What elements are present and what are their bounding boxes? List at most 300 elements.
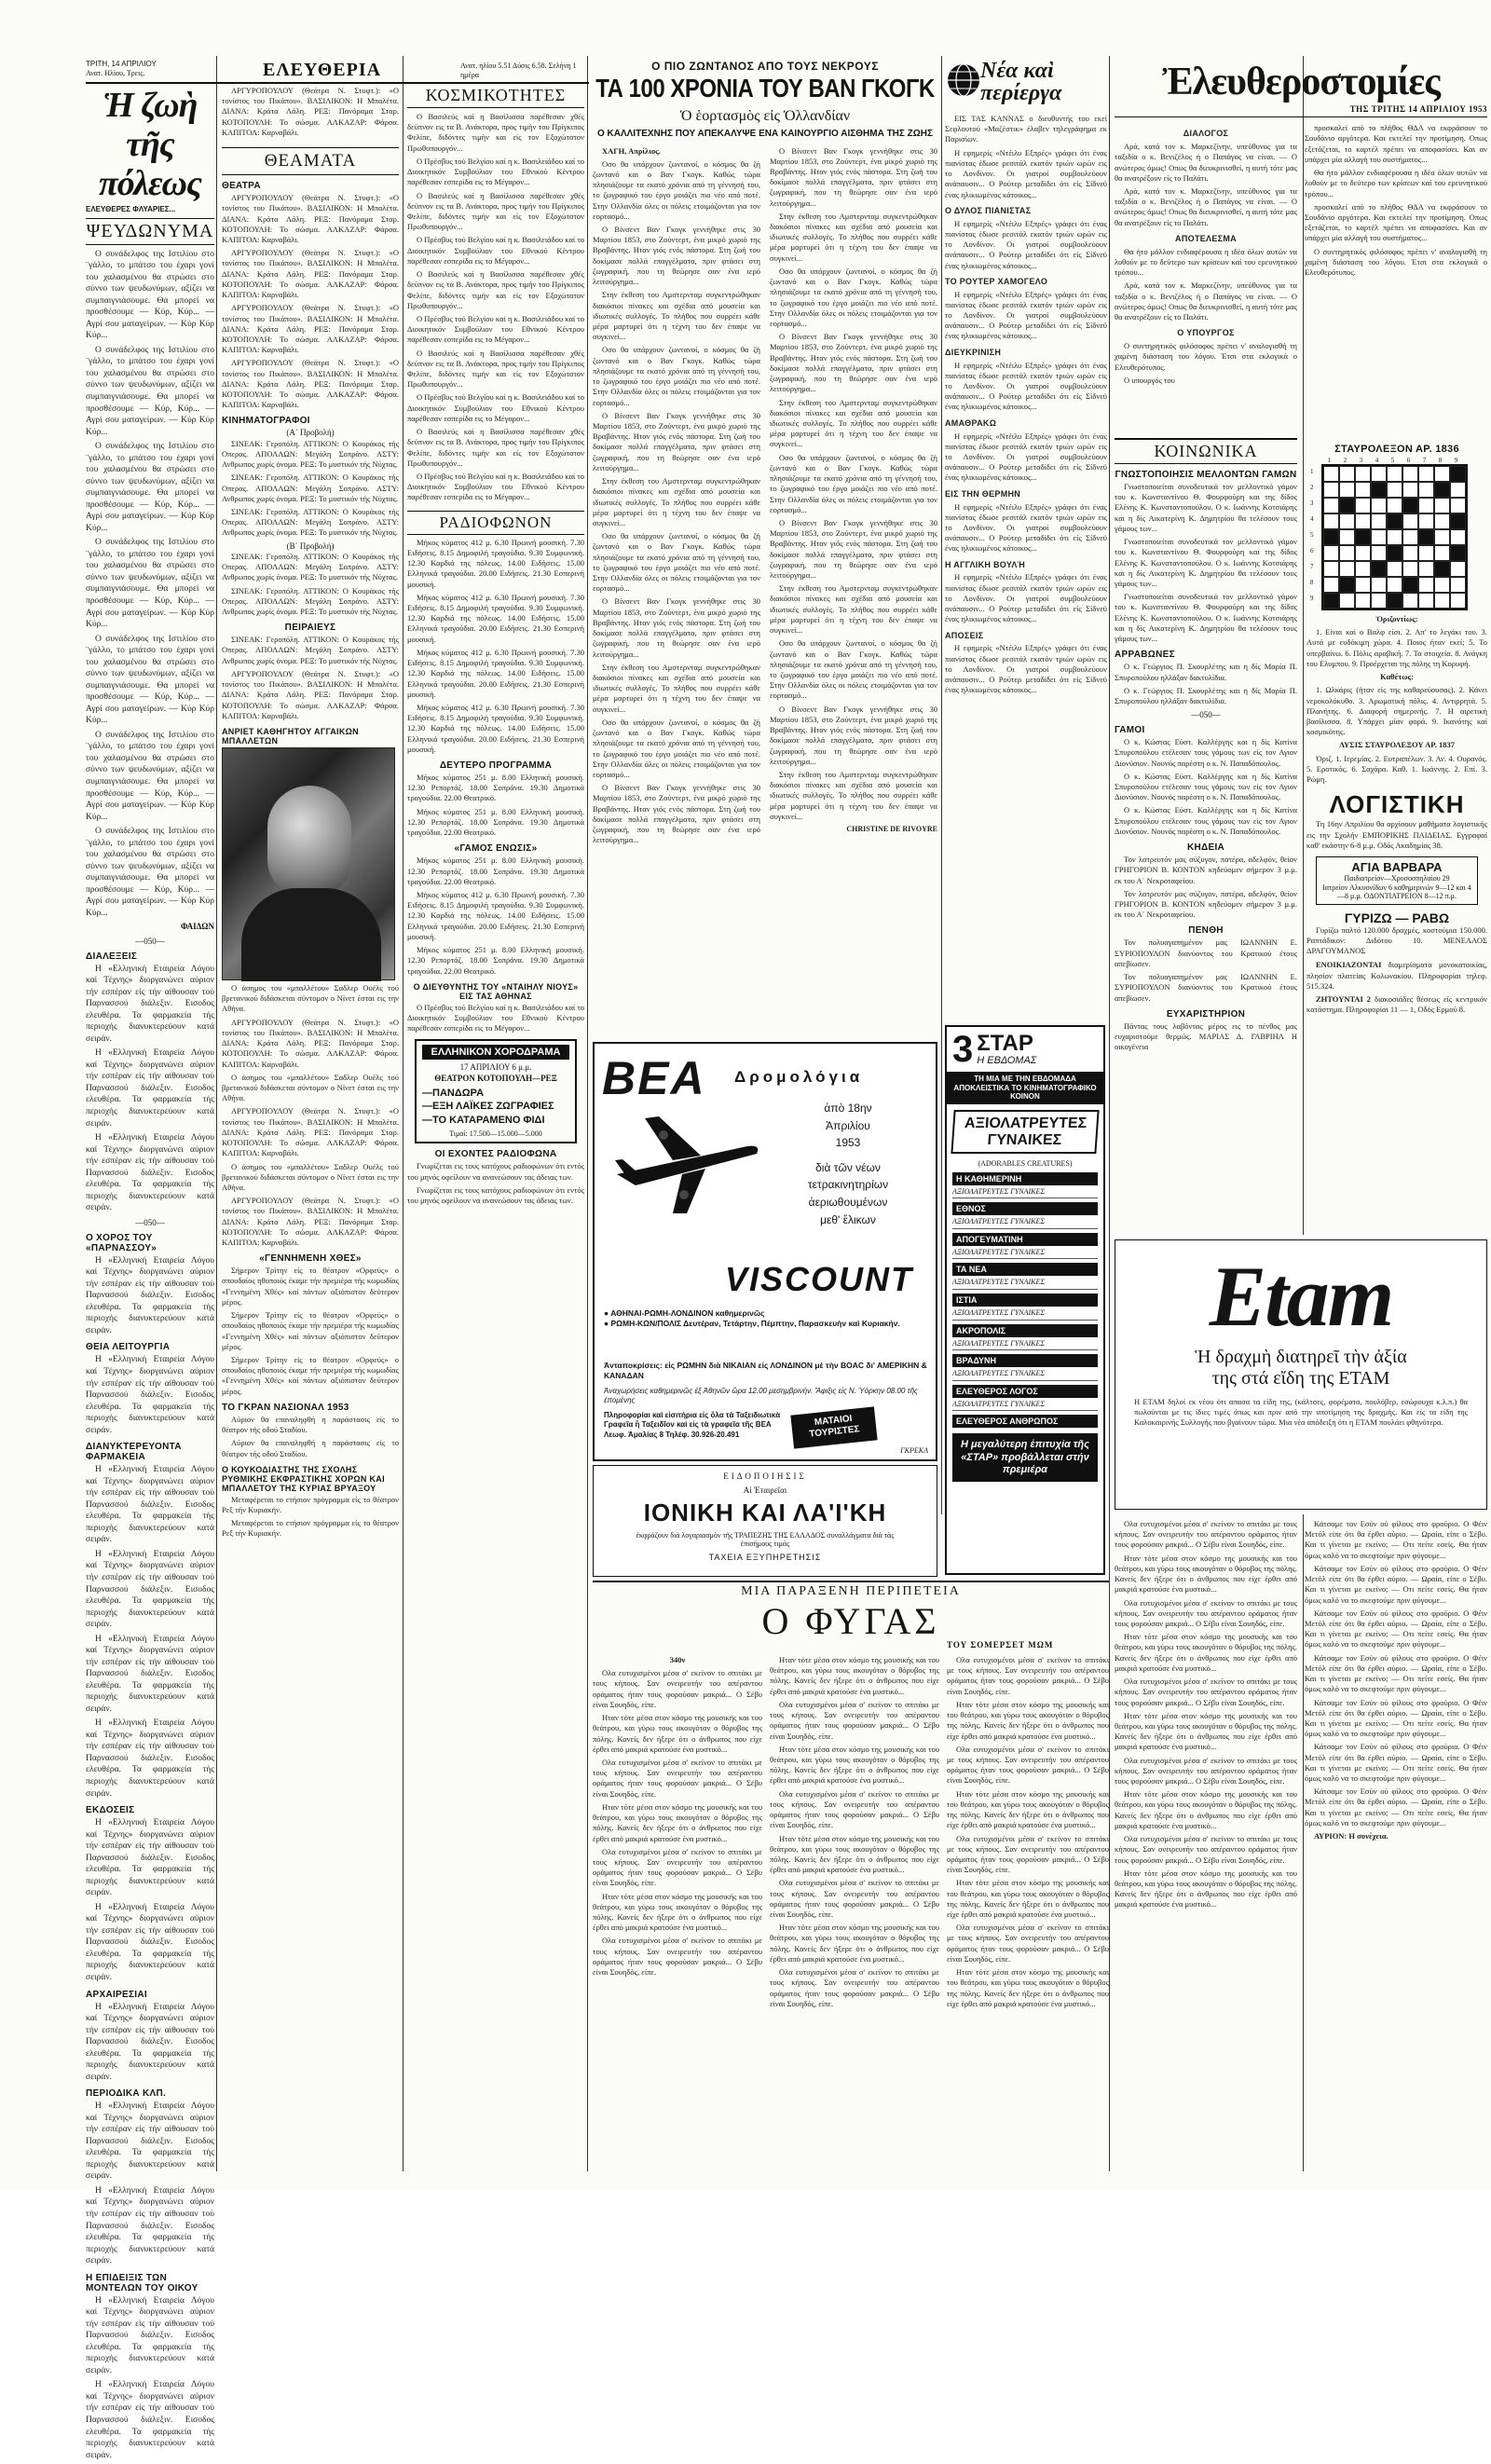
serial-text: Ολα ευτυχισμένοι μέσα σ' εκείνον το σπιτάκι με τους κήπους. Σαν ονειρευτήν του απέραντου οράματος ήταν τους φορούσαν μακριά... Ο Σέβυ είναι Σουηδός, είπε.	[947, 1655, 1109, 1696]
crossword-cell	[1371, 482, 1387, 498]
eleft-text: Θα ήτο μάλλον ενδιαφέρουσα η ιδέα όλων αυτών να λυθούν με το δεύτερο των κρίσεων καί του ερευνητικού τρόπου...	[1305, 168, 1487, 198]
piraeus-listing: ΑΡΓΥΡΟΠΟΥΛΟΥ (Θεάτρα Ν. Στυφτ.): «Ο τονίστος του Πικάπου». ΒΑΣΙΛΙΚΟΝ: Η Μπαλέτα. ΔΙΑΝΑ: Κράτα Λάλη. ΡΕΞ: Πανόραμα Σταρ. ΚΟΤΟΠΟΥΛΗ: Το σώσμα. ΑΛΚΑΖΑΡ: Φάρσα. ΚΑΠΙΤΟΛ: Καρναβάλι.	[222, 668, 399, 720]
eleftherostomies-title: Ἐλευθεροστομίες	[1161, 61, 1441, 103]
bea-route: ● ΡΩΜΗ-ΚΩΝ/ΠΟΛΙΣ Δευτέραν, Τετάρτην, Πέμπτην, Παρασκευὴν καὶ Κυριακήν.	[604, 1319, 900, 1329]
pseudonyms-body: Ο συνάδελφος της Ιστιλίου στο ¨γάλλο, το μπάτσο του έχαρι γονί του χαλασμένου θα στρώσει στο σύννο των ψευδωνύμων, αξίζει να συμπαιγνιάσουμε. Θα μπορεί να προσθέσουμε — Κύρ, Κύρ... — Αγρί σου ματαγείρων. — Κύρ Κύρ Κύρ...	[86, 827, 214, 918]
crossword-cell	[1418, 482, 1434, 498]
dance-drama-theater: ΘΕΑΤΡΟΝ ΚΟΤΟΠΟΥΛΗ—ΡΕΞ	[434, 1073, 557, 1083]
crossword-cell	[1371, 513, 1387, 529]
crossword-cell	[1323, 513, 1339, 529]
serial-text: Ηταν τότε μέσα στον κόσμο της μουσικής και του θεάτρου, και γύρω τους ακουγόταν ο θόρυβος της πόλης. Κανείς δεν ήξερε ότι ο άνθρωπος που είχε έρθει από μακριά κρατούσε ένα μυστικό...	[947, 1967, 1109, 2008]
radio-owners-text: Γνωρίζεται εις τους κατόχους ραδιοφώνων ότι εντός του μηνός οφείλουν να ανανεώσουν τας άδειας των.	[407, 1184, 584, 1206]
column-rule	[1109, 1514, 1110, 2171]
social-text: Γνωστοποιείται συνοδευτικά τον μελλοντικό γάμον του κ. Κωνσταντίνου Θ. Φουρφούρη και της δίδος Ελένης Κ. Κωνσταντοπούλου. Ο κ. Ιωάννης Κοτσιάρης και η δίς Αικατερίνη Κ. Δημητρίου θα τελέσουν τους γάμους των...	[1115, 592, 1297, 644]
etam-ad	[1115, 1239, 1487, 1510]
crossword-cell	[1323, 545, 1339, 561]
serial-text: Ολα ευτυχισμένοι μέσα σ' εκείνον το σπιτάκι με τους κήπους. Σαν ονειρευτήν του απέραντου οράματος ήταν τους φορούσαν μακριά... Ο Σέβυ είναι Σουηδός, είπε.	[593, 1936, 762, 1978]
crossword-cell	[1402, 545, 1418, 561]
eleft-text: Ο συντηρητικός φιλόσοφος πρέπει ν' αναλογισθή τη χαμένη διάσταση του λόγου. Έτσι στα εκλογικά ο Ελευθερότυπος.	[1305, 246, 1487, 278]
bank-notice-intro: Αἱ Ἑταιρεῖαι	[743, 1485, 787, 1496]
crossword-cell	[1371, 593, 1387, 609]
crossword-cell	[1402, 577, 1418, 593]
van-gogh-text: Στην έκθεση του Αμστερνταμ συγκεντρώθηκαν διακόσιοι πίνακες και σχέδια από μουσεία και ιδιωτικές συλλογές. Το πλήθος που συρρέει κάθε μέρα μαρτυρεί ότι η τέχνη του δεν έπαψε να συγκινεί...	[593, 476, 760, 527]
crossword-cell	[1418, 466, 1434, 482]
pharmacies-text: Η «Ελληνική Εταιρεία Λόγου καί Τέχνης» διοργανώνει αύριον τήν εσπέραν είς τήν αίθουσαν τού Παρνασσού διάλεξιν. Εισοδος ελευθέρα. Τα φαρμακεία τής περιοχής διανυκτερεύουν κατά σειράν.	[86, 1634, 214, 1714]
separator: —050—	[1191, 710, 1221, 720]
van-gogh-text: Ο Βίνσεντ Βαν Γκογκ γεννήθηκε στις 30 Μαρτίου 1853, στο Ζούντερτ, ένα μικρό χωριό της Βραβάντης. Ηταν γιός ενός πάστορα. Στη ζωή του δοκίμασε πολλά επαγγέλματα, πριν φτάσει στη ζωγραφική, που τη θεώρησε σαν ένα ιερό λειτούργημα...	[770, 332, 937, 394]
star-header	[947, 1027, 1103, 1072]
van-gogh-text: Ο Βίνσεντ Βαν Γκογκ γεννήθηκε στις 30 Μαρτίου 1853, στο Ζούντερτ, ένα μικρό χωριό της Βραβάντης. Ηταν γιός ενός πάστορα. Στη ζωή του δοκίμασε πολλά επαγγέλματα, πριν φτάσει στη ζωγραφική, που τη θεώρησε σαν ένα ιερό λειτούργημα...	[770, 145, 937, 208]
star-title: ΣΤΑΡ	[977, 1031, 1033, 1056]
engagements-text: Ο κ. Γεώργιος Π. Σκουρλέτης και η δίς Μαρία Π. Σπυροπούλου ηλλάξαν δακτυλίδια.	[1115, 685, 1297, 705]
daily-news-text: Ο Πρέσβυς τού Βελγίου καί η κ. Βασιλειάδου καί το Διοικητικόν Συμβούλιον του Εθνικού Κέντρου παρέθεσαν εσπερίδα εις το Μέγαρον...	[407, 1002, 584, 1034]
serial-text: Κάτσαμε τον Εσύν ού φίλους στο φρούριο. Ο Φέιν Μετόλ είπε ότι θα έρθει αύριο. — Ωραία, είπε ο Σέβυ. Και τι γίνεται με εκείνο; — Οτι πείτε εσείς. Θα ήταν όμως καλό να το σκεφτούμε πριν φύγουμε...	[1305, 1608, 1487, 1650]
crossword-cell	[1402, 561, 1418, 577]
gyrizo-text: Γυρίζω παλτό 120.000 δραχμές, κοστούμια 150.000. Ραπτάδικον: Διδότου 10. ΜΕΝΕΛΑΟΣ ΔΡΑΓΟΥΜΑΝΟΣ	[1306, 924, 1487, 956]
shoulders-shape	[241, 888, 381, 981]
serial-text: Ηταν τότε μέσα στον κόσμο της μουσικής και του θεάτρου, και γύρω τους ακουγόταν ο θόρυβος της πόλης. Κανείς δεν ήξερε ότι ο άνθρωπος που είχε έρθει από μακριά κρατούσε ένα μυστικό...	[1115, 1710, 1297, 1752]
serial-text: Ηταν τότε μέσα στον κόσμο της μουσικής και του θεάτρου, και γύρω τους ακουγόταν ο θόρυβος της πόλης. Κανείς δεν ήξερε ότι ο άνθρωπος που είχε έρθει από μακριά κρατούσε ένα μυστικό...	[593, 1801, 762, 1843]
curiosity-text: Η εφημερίς «Ντέιλυ Εξπρές» γράφει ότι ένας πιανίστας έδωσε ρεσιτάλ εκατόν τριών ωρών εις το Λονδίνον. Οι γιατροί συμβουλεύουν ανάπαυσιν... Ο Ρούτερ μεταδίδει ότι είς Σίδνεϋ ένας ηλικιωμένος κάτοικος...	[945, 643, 1107, 695]
grand-national-text: Αύριον θα επαναληφθή η παράστασις είς το θέατρον τής οδού Σταδίου.	[222, 1438, 399, 1458]
cinemas-subheading: ΚΙΝΗΜΑΤΟΓΡΑΦΟΙ	[222, 416, 310, 427]
curiosity-text: Η εφημερίς «Ντέιλυ Εξπρές» γράφει ότι ένας πιανίστας έδωσε ρεσιτάλ εκατόν τριών ωρών εις το Λονδίνον. Οι γιατροί συμβουλεύουν ανάπαυσιν... Ο Ρούτερ μεταδίδει ότι είς Σίδνεϋ ένας ηλικιωμένος κάτοικος...	[945, 218, 1107, 270]
masthead-rule	[86, 82, 589, 84]
van-gogh-text: Στην έκθεση του Αμστερνταμ συγκεντρώθηκαν διακόσιοι πίνακες και σχέδια από μουσεία και ιδιωτικές συλλογές. Το πλήθος που συρρέει κάθε μέρα μαρτυρεί ότι η τέχνη του δεν έπαψε να συγκινεί...	[770, 769, 937, 821]
solution-text: Ὁριζ. 1. Ιερεμίας. 2. Ευτραπέλων. 3. Αν. 4. Ουρανός. 5. Εροτικός. 6. Σαχάρα. Καθ. 1. Ιωάννης. 2. Επί. 3. Ρώμη.	[1306, 753, 1487, 785]
social-heading: ΚΟΙΝΩΝΙΚΑ	[1115, 438, 1297, 464]
radio-schedule: Μήκος κύματος 412 μ. 6.30 Πρωινή μουσική. 7.30 Ειδήσεις. 8.15 Δημοφιλή τραγούδια. 9.30 Συμφωνική. 12.30 Καρδιά της πόλεως. 14.00 Ειδήσεις. 15.00 Ελληνικά τραγούδια. 20.00 Ειδήσεις. 21.30 Εσπερινή μουσική.	[407, 592, 584, 644]
cw-col-num: 7	[1422, 457, 1427, 464]
byline: ΦΑΙΔΩΝ	[180, 922, 214, 932]
lectures-text: Η «Ελληνική Εταιρεία Λόγου καί Τέχνης» διοργανώνει αύριον τήν εσπέραν είς τήν αίθουσαν τού Παρνασσού διάλεξιν. Εισοδος ελευθέρα. Τα φαρμακεία τής περιοχής διανυκτερεύουν κατά σειράν.	[86, 964, 214, 1044]
cw-row-num: 2	[1310, 484, 1314, 491]
press-name: ΕΛΕΥΘΕΡΟΣ ΛΟΓΟΣ	[952, 1385, 1098, 1398]
crossword-cell	[1323, 482, 1339, 498]
society-text: Ο Βασιλεύς καί η Βασίλισσα παρέθεσαν χθές δεύπνον εις τα Β. Ανάκτορα, προς τιμήν του Πρίγκιπος Φελίπε, διδόντες τιμήν και είς τον Εξοχώτατον Πρωθυπουργόν...	[407, 427, 584, 468]
serial-text: Ηταν τότε μέσα στον κόσμο της μουσικής και του θεάτρου, και γύρω τους ακουγόταν ο θόρυβος της πόλης. Κανείς δεν ήξερε ότι ο άνθρωπος που είχε έρθει από μακριά κρατούσε ένα μυστικό...	[1115, 1868, 1297, 1910]
etam-slogan: Ἡ δραχμὴ διατηρεῖ τὴν ἀξία	[1195, 1347, 1407, 1367]
press-quote: ΑΞΙΟΛΑΤΡΕΥΤΕΣ ΓΥΝΑΙΚΕΣ	[952, 1367, 1098, 1381]
radio-schedule: Μήκος κύματος 412 μ. 6.30 Πρωινή μουσική. 7.30 Ειδήσεις. 8.15 Δημοφιλή τραγούδια. 9.30 Συμφωνική. 12.30 Καρδιά της πόλεως. 14.00 Ειδήσεις. 15.00 Ελληνικά τραγούδια. 20.00 Ειδήσεις. 21.30 Εσπερινή μουσική.	[407, 537, 584, 589]
crossword-cell	[1434, 561, 1450, 577]
serial-text: Ολα ευτυχισμένοι μέσα σ' εκείνον το σπιτάκι με τους κήπους. Σαν ονειρευτήν του απέραντου οράματος ήταν τους φορούσαν μακριά... Ο Σέβυ είναι Σουηδός, είπε.	[947, 1833, 1109, 1875]
cw-row-num: 5	[1310, 531, 1314, 539]
lectures-text: Η «Ελληνική Εταιρεία Λόγου καί Τέχνης» διοργανώνει αύριον τήν εσπέραν είς τήν αίθουσαν τού Παρνασσού διάλεξιν. Εισοδος ελευθέρα. Τα φαρμακεία τής περιοχής διανυκτερεύουν κατά σειράν.	[86, 1133, 214, 1213]
crossword-cell	[1339, 513, 1355, 529]
crossword-cell	[1434, 482, 1450, 498]
cw-row-num: 6	[1310, 547, 1314, 554]
second-program-text: Μήκος κύματος 251 μ. 8.00 Ελληνική μουσική. 12.30 Ρεπορτάζ. 18.00 Σοπράνα. 19.30 Δημοτικά τραγούδια. 22.00 Θεατρικό.	[407, 806, 584, 838]
theaters-subheading: ΘΕΑΤΡΑ	[222, 181, 261, 192]
agia-varvara-text: Ιατρείον Αλκυονίδων 6 καθημερινών 9—12 και 4—8 μ.μ. ΟΔΟΝΤΙΑΤΡΕΙΟΝ 8—12 π.μ.	[1322, 883, 1471, 901]
van-gogh-text: Ο Βίνσεντ Βαν Γκογκ γεννήθηκε στις 30 Μαρτίου 1853, στο Ζούντερτ, ένα μικρό χωριό της Βραβάντης. Ηταν γιός ενός πάστορα. Στη ζωή του δοκίμασε πολλά επαγγέλματα, πριν φτάσει στη ζωγραφική, που τη θεώρησε σαν ένα ιερό λειτούργημα...	[593, 596, 760, 659]
theater-listing: ΑΡΓΥΡΟΠΟΥΛΟΥ (Θεάτρα Ν. Στυφτ.): «Ο τονίστος του Πικάπου». ΒΑΣΙΛΙΚΟΝ: Η Μπαλέτα. ΔΙΑΝΑ: Κράτα Λάλη. ΡΕΞ: Πανόραμα Σταρ. ΚΟΤΟΠΟΥΛΗ: Το σώσμα. ΑΛΚΑΖΑΡ: Φάρσα. ΚΑΠΙΤΟΛ: Καρναβάλι.	[222, 193, 399, 244]
serial-text: Κάτσαμε τον Εσύν ού φίλους στο φρούριο. Ο Φέιν Μετόλ είπε ότι θα έρθει αύριο. — Ωραία, είπε ο Σέβυ. Και τι γίνεται με εκείνο; — Οτι πείτε εσείς. Θα ήταν όμως καλό να το σκεφτούμε πριν φύγουμε...	[1305, 1652, 1487, 1694]
weddings-text: Ο κ. Κώστας Εύστ. Καλλέργης και η δίς Κατίνα Σπυροπούλου ετέλεσαν τους γάμους των είς τον Αγιον Διονύσιον. Νουνός παρέστη ο κ. Ν. Παπαδόπουλος.	[1115, 805, 1297, 836]
crossword-cell	[1371, 561, 1387, 577]
serial-text: Ολα ευτυχισμένοι μέσα σ' εκείνον το σπιτάκι με τους κήπους. Σαν ονειρευτήν του απέραντου οράματος ήταν τους φορούσαν μακριά... Ο Σέβυ είναι Σουηδός, είπε.	[770, 1788, 939, 1830]
pseudonyms-text	[86, 249, 214, 920]
crossword-cell	[1355, 529, 1371, 545]
crossword-cell	[1434, 545, 1450, 561]
second-program-text: Μήκος κύματος 251 μ. 8.00 Ελληνική μουσική. 12.30 Ρεπορτάζ. 18.00 Σοπράνα. 19.30 Δημοτικά τραγούδια. 22.00 Θεατρικό.	[407, 773, 584, 803]
society-text: Ο Βασιλεύς καί η Βασίλισσα παρέθεσαν χθές δεύπνον εις τα Β. Ανάκτορα, προς τιμήν του Πρίγκιπος Φελίπε, διδόντες τιμήν και είς τον Εξοχώτατον Πρωθυπουργόν...	[407, 190, 584, 232]
serial-text: Ηταν τότε μέσα στον κόσμο της μουσικής και του θεάτρου, και γύρω τους ακουγόταν ο θόρυβος της πόλης. Κανείς δεν ήξερε ότι ο άνθρωπος που είχε έρθει από μακριά κρατούσε ένα μυστικό...	[947, 1699, 1109, 1741]
cw-col-num: 2	[1343, 457, 1347, 464]
crossword-cell	[1434, 577, 1450, 593]
pharmacies-heading: ΔΙΑΝΥΚΤΕΡΕΥΟΝΤΑ ΦΑΡΜΑΚΕΙΑ	[86, 1442, 182, 1463]
press-quote: ΑΞΙΟΛΑΤΡΕΥΤΕΣ ΓΥΝΑΙΚΕΣ	[952, 1307, 1098, 1321]
van-gogh-kicker: Ο ΠΙΟ ΖΩΝΤΑΝΟΣ ΑΠΟ ΤΟΥΣ ΝΕΚΡΟΥΣ	[651, 60, 879, 73]
curiosity-text: Η εφημερίς «Ντέιλυ Εξπρές» γράφει ότι ένας πιανίστας έδωσε ρεσιτάλ εκατόν τριών ωρών εις το Λονδίνον. Οι γιατροί συμβουλεύουν ανάπαυσιν... Ο Ρούτερ μεταδίδει ότι είς Σίδνεϋ ένας ηλικιωμένος κάτοικος...	[945, 289, 1107, 341]
crossword-cell	[1418, 577, 1434, 593]
serial-text: Ολα ευτυχισμένοι μέσα σ' εκείνον το σπιτάκι με τους κήπους. Σαν ονειρευτήν του απέραντου οράματος ήταν τους φορούσαν μακριά... Ο Σέβυ είναι Σουηδός, είπε.	[1115, 1597, 1297, 1628]
serial-text: Ηταν τότε μέσα στον κόσμο της μουσικής και του θεάτρου, και γύρω τους ακουγόταν ο θόρυβος της πόλης. Κανείς δεν ήξερε ότι ο άνθρωπος που είχε έρθει από μακριά κρατούσε ένα μυστικό...	[1115, 1789, 1297, 1830]
serial-text: Ηταν τότε μέσα στον κόσμο της μουσικής και του θεάτρου, και γύρω τους ακουγόταν ο θόρυβος της πόλης. Κανείς δεν ήξερε ότι ο άνθρωπος που είχε έρθει από μακριά κρατούσε ένα μυστικό...	[1115, 1553, 1297, 1595]
bea-routes	[604, 1308, 930, 1330]
cw-col-num: 8	[1438, 457, 1443, 464]
social-text: Γνωστοποιείται συνοδευτικά τον μελλοντικό γάμον του κ. Κωνσταντίνου Θ. Φουρφούρη και της δίδος Ελένης Κ. Κωνσταντοπούλου. Ο κ. Ιωάννης Κοτσιάρης και η δίς Αικατερίνη Κ. Δημητρίου θα τελέσουν τους γάμους των...	[1115, 537, 1297, 588]
cinema-listing: ΣΙΝΕΑΚ: Γεροπόλη. ΑΤΤΙΚΟΝ: Ο Κουράκος τής Οπερας. ΑΠΟΛΛΩΝ: Μεγάλη Σοπράνο. ΑΣΤΥ: Ανθρωπος χωρίς όνομα. ΡΕΞ: Το μυστικόν τής Νύχτας.	[222, 472, 399, 503]
dance-drama-item: —ΕΞΗ ΛΑΪΚΕΣ ΖΩΓΡΑΦΙΕΣ	[422, 1101, 554, 1113]
portrait-photo	[222, 747, 395, 980]
separator: —050—	[135, 1217, 165, 1227]
serial-text: Ολα ευτυχισμένοι μέσα σ' εκείνον το σπιτάκι με τους κήπους. Σαν ονειρευτήν του απέραντου οράματος ήταν τους φορούσαν μακριά... Ο Σέβυ είναι Σουηδός, είπε.	[1115, 1755, 1297, 1786]
column-rule	[587, 56, 588, 2171]
parnassos-text: Η «Ελληνική Εταιρεία Λόγου καί Τέχνης» διοργανώνει αύριον τήν εσπέραν είς τήν αίθουσαν τού Παρνασσού διάλεξιν. Εισοδος ελευθέρα. Τα φαρμακεία τής περιοχής διανυκτερεύουν κατά σειράν.	[86, 1255, 214, 1335]
bank-notice-label: ΕΙΔΟΠΟΙΗΣΙΣ	[723, 1472, 807, 1481]
crossword-cell	[1450, 513, 1466, 529]
rent-body: διαμερίσματα μονοκατοικίας, πλησίον πλατείας Κολωνακίου. Πληροφορίαι τηλεφ. 515.324.	[1306, 960, 1487, 991]
crossword-cell	[1434, 498, 1450, 513]
serial-text: Ολα ευτυχισμένοι μέσα σ' εκείνον το σπιτάκι με τους κήπους. Σαν ονειρευτήν του απέραντου οράματος ήταν τους φορούσαν μακριά... Ο Σέβυ είναι Σουηδός, είπε.	[593, 1846, 762, 1888]
eleft-heading: Ο ΥΠΟΥΡΓΟΣ	[1177, 328, 1235, 338]
cinema-listing: ΣΙΝΕΑΚ: Γεροπόλη. ΑΤΤΙΚΟΝ: Ο Κουράκος τής Οπερας. ΑΠΟΛΛΩΝ: Μεγάλη Σοπράνο. ΑΣΤΥ: Ανθρωπος χωρίς όνομα. ΡΕΞ: Το μυστικόν τής Νύχτας.	[222, 438, 399, 470]
crossword-cell	[1450, 593, 1466, 609]
editions-heading: ΕΚΔΟΣΕΙΣ	[86, 1805, 135, 1816]
van-gogh-text: Στην έκθεση του Αμστερνταμ συγκεντρώθηκαν διακόσιοι πίνακες και σχέδια από μουσεία και ιδιωτικές συλλογές. Το πλήθος που συρρέει κάθε μέρα μαρτυρεί ότι η τέχνη του δεν έπαψε να συγκινεί...	[770, 397, 937, 449]
second-run-label: (Β΄ Προβολή)	[286, 541, 335, 551]
etam-logo: Etam	[1209, 1249, 1393, 1344]
crossword-cell	[1387, 545, 1402, 561]
crossword-cell	[1355, 513, 1371, 529]
serial-body	[593, 1655, 1109, 2012]
serial-tail: ΑΥΡΙΟΝ: Η συνέχεια.	[1314, 1831, 1388, 1841]
thanks-heading: ΕΥΧΑΡΙΣΤΗΡΙΟΝ	[1166, 1008, 1246, 1020]
cinema-listing: ΣΙΝΕΑΚ: Γεροπόλη. ΑΤΤΙΚΟΝ: Ο Κουράκος τής Οπερας. ΑΠΟΛΛΩΝ: Μεγάλη Σοπράνο. ΑΣΤΥ: Ανθρωπος χωρίς όνομα. ΡΕΞ: Το μυστικόν τής Νύχτας.	[222, 551, 399, 582]
grand-national-heading: ΤΟ ΓΚΡΑΝ ΝΑΣΙΟΝΑΛ 1953	[222, 1402, 349, 1413]
cw-col-num: 4	[1375, 457, 1379, 464]
dance-drama-ad	[415, 1039, 577, 1143]
crossword-cell	[1355, 561, 1371, 577]
social-column	[1115, 438, 1297, 1055]
bea-ad-lower	[593, 1357, 937, 1461]
date-block	[86, 60, 216, 77]
dance-drama-item: —ΠΑΝΔΩΡΑ	[422, 1087, 485, 1099]
rent-title: ΕΝΟΙΚΙΑΖΟΝΤΑΙ	[1316, 960, 1382, 970]
serial-text: Ηταν τότε μέσα στον κόσμο της μουσικής και του θεάτρου, και γύρω τους ακουγόταν ο θόρυβος της πόλης. Κανείς δεν ήξερε ότι ο άνθρωπος που είχε έρθει από μακριά κρατούσε ένα μυστικό...	[770, 1833, 939, 1875]
van-gogh-text: Στην έκθεση του Αμστερνταμ συγκεντρώθηκαν διακόσιοι πίνακες και σχέδια από μουσεία και ιδιωτικές συλλογές. Το πλήθος που συρρέει κάθε μέρα μαρτυρεί ότι η τέχνη του δεν έπαψε να συγκινεί...	[593, 662, 760, 714]
curiosity-heading: ΑΜΑΘΡΑΚΩ	[945, 418, 997, 428]
star-film-sub: (ADORABLES CREATURES)	[978, 1158, 1073, 1168]
press-name: ΤΑ ΝΕΑ	[952, 1263, 1098, 1276]
press-quote: ΑΞΙΟΛΑΤΡΕΥΤΕΣ ΓΥΝΑΙΚΕΣ	[952, 1185, 1098, 1199]
dance-drama-title: ΕΛΛΗΝΙΚΟΝ ΧΟΡΟΔΡΑΜΑ	[422, 1045, 569, 1060]
van-gogh-text: Ο Βίνσεντ Βαν Γκογκ γεννήθηκε στις 30 Μαρτίου 1853, στο Ζούντερτ, ένα μικρό χωριό της Βραβάντης. Ηταν γιός ενός πάστορα. Στη ζωή του δοκίμασε πολλά επαγγέλματα, πριν φτάσει στη ζωγραφική, που τη θεώρησε σαν ένα ιερό λειτούργημα...	[770, 704, 937, 766]
serial-kicker: ΜΙΑ ΠΑΡΑΞΕΝΗ ΠΕΡΙΠΕΤΕΙΑ	[741, 1584, 961, 1598]
serial-text: Ηταν τότε μέσα στον κόσμο της μουσικής και του θεάτρου, και γύρω τους ακουγόταν ο θόρυβος της πόλης. Κανείς δεν ήξερε ότι ο άνθρωπος που είχε έρθει από μακριά κρατούσε ένα μυστικό...	[770, 1923, 939, 1964]
ballet-school-text: Μεταφέρεται το ετήσιον πρόγραμμα είς το θέατρον Ρεξ τήν Κυριακήν.	[222, 1494, 399, 1514]
logistiki-title: ΛΟΓΙΣΤΙΚΗ	[1329, 790, 1465, 819]
van-gogh-text: Στην έκθεση του Αμστερνταμ συγκεντρώθηκαν διακόσιοι πίνακες και σχέδια από μουσεία και ιδιωτικές συλλογές. Το πλήθος που συρρέει κάθε μέρα μαρτυρεί ότι η τέχνη του δεν έπαψε να συγκινεί...	[770, 583, 937, 636]
serial-text: Ηταν τότε μέσα στον κόσμο της μουσικής και του θεάτρου, και γύρω τους ακουγόταν ο θόρυβος της πόλης. Κανείς δεν ήξερε ότι ο άνθρωπος που είχε έρθει από μακριά κρατούσε ένα μυστικό...	[1115, 1632, 1297, 1673]
gamos-heading: «ΓΑΜΟΣ ΕΝΩΣΙΣ»	[454, 843, 538, 855]
fashion-show-text: Η «Ελληνική Εταιρεία Λόγου καί Τέχνης» διοργανώνει αύριον τήν εσπέραν είς τήν αίθουσαν τού Παρνασσού διάλεξιν. Εισοδος ελευθέρα. Τα φαρμακεία τής περιοχής διανυκτερεύουν κατά σειράν.	[86, 2295, 214, 2375]
crossword-cell	[1402, 513, 1418, 529]
van-gogh-text: Οσο θα υπάρχουν ζωντανοί, ο κόσμος θα ζή ζωντανό και ο Βαν Γκογκ. Καθώς τώρα πλησιάζουμε τα εκατό χρόνια από τη γέννησή του, το ζωγραφικό του έργο μοιάζει πιο νέο από ποτέ. Στην Ολλανδία όλες οι πόλεις ετοιμάζονται για τον εορτασμό...	[593, 531, 760, 594]
viscount-brand: VISCOUNT	[725, 1260, 914, 1298]
bank-notice-footer: ΤΑΧΕΙΑ ΕΞΥΠΗΡΕΤΗΣΙΣ	[708, 1552, 822, 1562]
star-press-list	[952, 1172, 1098, 1429]
crossword-grid	[1321, 464, 1468, 610]
photo-caption: Ο άσημος του «μπαλλέτου» Σαδλερ Ουέλς τού βρετανικού διδάσκεται σύντομον ο Νίνετ έσται εις την Αθήνα.	[222, 983, 399, 1014]
crossword-cell	[1371, 498, 1387, 513]
press-name: ΕΛΕΥΘΕΡΟΣ ΑΝΘΡΩΠΟΣ	[952, 1415, 1098, 1428]
van-gogh-text: Οσο θα υπάρχουν ζωντανοί, ο κόσμος θα ζή ζωντανό και ο Βαν Γκογκ. Καθώς τώρα πλησιάζουμε τα εκατό χρόνια από τη γέννησή του, το ζωγραφικό του έργο μοιάζει πιο νέο από ποτέ. Στην Ολλανδία όλες οι πόλεις ετοιμάζονται για τον εορτασμό...	[593, 345, 760, 407]
bea-route-text: ΑΘΗΝΑΙ-ΡΩΜΗ-ΛΟΝΔΙΝΟΝ καθημερινῶς	[610, 1308, 765, 1318]
serial-text: Ηταν τότε μέσα στον κόσμο της μουσικής και του θεάτρου, και γύρω τους ακουγόταν ο θόρυβος της πόλης. Κανείς δεν ήξερε ότι ο άνθρωπος που είχε έρθει από μακριά κρατούσε ένα μυστικό...	[593, 1713, 762, 1754]
eleft-text: Αρά, κατά τον κ. Μαρκεζίνην, υπεύθυνος για τα ταξιδία ο κ. Βενιζέλος ή ο Παπάγος να είναι. — Ο ανώτερος όμως! Οπως θα διευκρινισθεί, η αυτή τότε μας θα ανατρέξουν είς το Παλάτι.	[1115, 142, 1297, 183]
crossword-cell	[1323, 529, 1339, 545]
press-quote: ΑΞΙΟΛΑΤΡΕΥΤΕΣ ΓΥΝΑΙΚΕΣ	[952, 1215, 1098, 1229]
van-gogh-text: Οσο θα υπάρχουν ζωντανοί, ο κόσμος θα ζή ζωντανό και ο Βαν Γκογκ. Καθώς τώρα πλησιάζουμε τα εκατό χρόνια από τη γέννησή του, το ζωγραφικό του έργο μοιάζει πιο νέο από ποτέ. Στην Ολλανδία όλες οι πόλεις ετοιμάζονται για τον εορτασμό...	[593, 158, 760, 221]
crossword-cell	[1450, 561, 1466, 577]
bea-note: Ἀναχωρήσεις καθημερινῶς ἐξ Ἀθηνῶν ὥρα 12.00 μεσημβρινήν. Ἄφιξις εἰς Ν. Ὑόρκην 08.00 τῆς ἑπομένης	[604, 1387, 918, 1405]
serial-title: Ο ΦΥΓΑΣ	[761, 1600, 940, 1642]
society-text: Ο Πρέσβυς τού Βελγίου καί η κ. Βασιλειάδου καί το Διοικητικόν Συμβούλιον του Εθνικού Κέντρου παρέθεσαν εσπερίδα εις το Μέγαρον...	[407, 156, 584, 187]
mourning-text: Τον πολυαγαπημένον μας ΙΩΑΝΝΗΝ Ε. ΣΥΡΙΟΠΟΥΛΟΝ διανύοντος του Κρατικού έτους απεβίωσεν.	[1115, 938, 1297, 968]
serial-text: Ηταν τότε μέσα στον κόσμο της μουσικής και του θεάτρου, και γύρω τους ακουγόταν ο θόρυβος της πόλης. Κανείς δεν ήξερε ότι ο άνθρωπος που είχε έρθει από μακριά κρατούσε ένα μυστικό...	[593, 1891, 762, 1933]
serial-text: Ολα ευτυχισμένοι μέσα σ' εκείνον το σπιτάκι με τους κήπους. Σαν ονειρευτήν του απέραντου οράματος ήταν τους φορούσαν μακριά... Ο Σέβυ είναι Σουηδός, είπε.	[770, 1699, 939, 1741]
pharmacies-text: Η «Ελληνική Εταιρεία Λόγου καί Τέχνης» διοργανώνει αύριον τήν εσπέραν είς τήν αίθουσαν τού Παρνασσού διάλεξιν. Εισοδος ελευθέρα. Τα φαρμακεία τής περιοχής διανυκτερεύουν κατά σειράν.	[86, 1549, 214, 1630]
van-gogh-text: Στην έκθεση του Αμστερνταμ συγκεντρώθηκαν διακόσιοι πίνακες και σχέδια από μουσεία και ιδιωτικές συλλογές. Το πλήθος που συρρέει κάθε μέρα μαρτυρεί ότι η τέχνη του δεν έπαψε να συγκινεί...	[770, 211, 937, 263]
ballet-school-heading: Ο ΚΟΥΚΟΔΙΑΣΤΗΣ ΤΗΣ ΣΧΟΛΗΣ ΡΥΘΜΙΚΗΣ ΕΚΦΡΑΣΤΙΚΗΣ ΧΟΡΩΝ ΚΑΙ ΜΠΑΛΛΕΤΟΥ ΤΗΣ ΚΥΡΙΑΣ ΒΡΥΑΞΟΥ	[222, 1464, 385, 1493]
bank-name: ΙΟΝΙΚΗ ΚΑΙ ΛΑ'Ι'ΚΗ	[643, 1498, 887, 1526]
radio-owners-text: Γνωρίζεται εις τους κατόχους ραδιοφώνων ότι εντός του μηνός οφείλουν να ανανεώσουν τας άδειας των.	[407, 1161, 584, 1182]
bea-route-text: ΡΩΜΗ-ΚΩΝ/ΠΟΛΙΣ Δευτέραν, Τετάρτην, Πέμπτην, Παρασκευὴν καὶ Κυριακήν.	[610, 1319, 900, 1329]
star-tagline: ΤΗ ΜΙΑ ΜΕ ΤΗΝ ΕΒΔΟΜΑΔΑ ΑΠΟΚΛΕΙΣΤΙΚΑ ΤΟ ΚΙΝΗΜΑΤΟΓΡΑΦΙΚΟ ΚΟΙΝΟΝ	[947, 1072, 1103, 1104]
engagements-heading: ΑΡΡΑΒΩΝΕΣ	[1115, 650, 1175, 661]
radio-heading: ΡΑΔΙΟΦΩΝΟΝ	[407, 511, 584, 535]
van-gogh-dateline: ΧΑΓΗ, Απρίλιος.	[602, 145, 661, 156]
serial-text: Κάτσαμε τον Εσύν ού φίλους στο φρούριο. Ο Φέιν Μετόλ είπε ότι θα έρθει αύριο. — Ωραία, είπε ο Σέβυ. Και τι γίνεται με εκείνο; — Οτι πείτε εσείς. Θα ήταν όμως καλό να το σκεφτούμε πριν φύγουμε...	[1305, 1742, 1487, 1784]
crossword-title: ΣΤΑΥΡΟΛΕΞΟΝ ΑΡ. 1836	[1334, 444, 1459, 455]
society-text: Ο Πρέσβυς τού Βελγίου καί η κ. Βασιλειάδου καί το Διοικητικόν Συμβούλιον του Εθνικού Κέντρου παρέθεσαν εσπερίδα εις το Μέγαρον...	[407, 313, 584, 345]
van-gogh-text: Στην έκθεση του Αμστερνταμ συγκεντρώθηκαν διακόσιοι πίνακες και σχέδια από μουσεία και ιδιωτικές συλλογές. Το πλήθος που συρρέει κάθε μέρα μαρτυρεί ότι η τέχνη του δεν έπαψε να συγκινεί...	[593, 290, 760, 342]
van-gogh-article	[593, 60, 937, 849]
etam-text: Η ΕΤΑΜ δηλοί εκ νέου ότι απασα τα είδη της, (κάλτσες, φορέματα, πουλόβερ, εσώρουχα κ.λ.π.) θα πωλούνται με τις ίδιες τιμές όπως και πριν από την υποτίμηση της δραχμής. Και είς τα είδη της Καλοκαιρινής Συλλογής που βγαίνουν τώρα. Μια νέα απόδειξη ότι η ΕΤΑΜ πουλάει φθηνότερα.	[1134, 1397, 1468, 1428]
serial-text: Ηταν τότε μέσα στον κόσμο της μουσικής και του θεάτρου, και γύρω τους ακουγόταν ο θόρυβος της πόλης. Κανείς δεν ήξερε ότι ο άνθρωπος που είχε έρθει από μακριά κρατούσε ένα μυστικό...	[770, 1655, 939, 1696]
curiosity-text: Η εφημερίς «Ντέιλυ Εξπρές» γράφει ότι ένας πιανίστας έδωσε ρεσιτάλ εκατόν τριών ωρών εις το Λονδίνον. Οι γιατροί συμβουλεύουν ανάπαυσιν... Ο Ρούτερ μεταδίδει ότι είς Σίδνεϋ ένας ηλικιωμένος κάτοικος...	[945, 360, 1107, 412]
bank-notice	[593, 1465, 937, 1577]
photo-caption: ΑΡΓΥΡΟΠΟΥΛΟΥ (Θεάτρα Ν. Στυφτ.): «Ο τονίστος του Πικάπου». ΒΑΣΙΛΙΚΟΝ: Η Μπαλέτα. ΔΙΑΝΑ: Κράτα Λάλη. ΡΕΞ: Πανόραμα Σταρ. ΚΟΤΟΠΟΥΛΗ: Το σώσμα. ΑΛΚΑΖΑΡ: Φάρσα. ΚΑΠΙΤΟΛ: Καρναβάλι.	[222, 1106, 399, 1158]
wanted-body: διακοσιάδες θέσεως είς κεντρικόν κατάστημα. Πληροφορίαι 11 — 1, Οδός Ερμού 8.	[1306, 994, 1487, 1015]
weddings-text: Ο κ. Κώστας Εύστ. Καλλέργης και η δίς Κατίνα Σπυροπούλου ετέλεσαν τους γάμους των είς τον Αγιον Διονύσιον. Νουνός παρέστη ο κ. Ν. Παπαδόπουλος.	[1115, 737, 1297, 768]
photo-caption: Ο άσημος του «μπαλλέτου» Σαδλερ Ουέλς τού βρετανικού διδάσκεται σύντομον ο Νίνετ έσται εις την Αθήνα.	[222, 1161, 399, 1192]
curiosity-text: Η εφημερίς «Ντέιλυ Εξπρές» γράφει ότι ένας πιανίστας έδωσε ρεσιτάλ εκατόν τριών ωρών εις το Λονδίνον. Οι γιατροί συμβουλεύουν ανάπαυσιν... Ο Ρούτερ μεταδίδει ότι είς Σίδνεϋ ένας ηλικιωμένος κάτοικος...	[945, 501, 1107, 554]
elections-text: Η «Ελληνική Εταιρεία Λόγου καί Τέχνης» διοργανώνει αύριον τήν εσπέραν είς τήν αίθουσαν τού Παρνασσού διάλεξιν. Εισοδος ελευθέρα. Τα φαρμακεία τής περιοχής διανυκτερεύουν κατά σειράν.	[86, 2002, 214, 2082]
editions-text: Η «Ελληνική Εταιρεία Λόγου καί Τέχνης» διοργανώνει αύριον τήν εσπέραν είς τήν αίθουσαν τού Παρνασσού διάλεξιν. Εισοδος ελευθέρα. Τα φαρμακεία τής περιοχής διανυκτερεύουν κατά σειράν.	[86, 1902, 214, 1982]
bea-logo: BEA	[602, 1052, 706, 1104]
van-gogh-headline: ΤΑ 100 ΧΡΟΝΙΑ ΤΟΥ ΒΑΝ ΓΚΟΓΚ	[595, 74, 935, 103]
crossword-cell	[1387, 482, 1402, 498]
fashion-show-heading: Η ΕΠΙΔΕΙΞΙΣ ΤΩΝ ΜΟΝΤΕΛΩΝ ΤΟΥ ΟΙΚΟΥ	[86, 2272, 198, 2293]
serial-text: Ηταν τότε μέσα στον κόσμο της μουσικής και του θεάτρου, και γύρω τους ακουγόταν ο θόρυβος της πόλης. Κανείς δεν ήξερε ότι ο άνθρωπος που είχε έρθει από μακριά κρατούσε ένα μυστικό...	[947, 1878, 1109, 1920]
serial-rule	[593, 1581, 1109, 1582]
theater-listing: ΑΡΓΥΡΟΠΟΥΛΟΥ (Θεάτρα Ν. Στυφτ.): «Ο τονίστος του Πικάπου». ΒΑΣΙΛΙΚΟΝ: Η Μπαλέτα. ΔΙΑΝΑ: Κράτα Λάλη. ΡΕΞ: Πανόραμα Σταρ. ΚΟΤΟΠΟΥΛΗ: Το σώσμα. ΑΛΚΑΖΑΡ: Φάρσα. ΚΑΠΙΤΟΛ: Καρναβάλι.	[222, 358, 399, 410]
lectures-heading: ΔΙΑΛΕΞΕΙΣ	[86, 951, 138, 962]
crossword-cell	[1355, 577, 1371, 593]
pseudonyms-body: Ο συνάδελφος της Ιστιλίου στο ¨γάλλο, το μπάτσο του έχαρι γονί του χαλασμένου θα στρώσει στο σύννο των ψευδωνύμων, αξίζει να συμπαιγνιάσουμε. Θα μπορεί να προσθέσουμε — Κύρ, Κύρ... — Αγρί σου ματαγείρων. — Κύρ Κύρ Κύρ...	[86, 538, 214, 630]
society-text: Ο Βασιλεύς καί η Βασίλισσα παρέθεσαν χθές δεύπνον εις τα Β. Ανάκτορα, προς τιμήν του Πρίγκιπος Φελίπε, διδόντες τιμήν και είς τον Εξοχώτατον Πρωθυπουργόν...	[407, 348, 584, 390]
cw-col-num: 6	[1406, 457, 1411, 464]
bea-route: ● ΑΘΗΝΑΙ-ΡΩΜΗ-ΛΟΝΔΙΝΟΝ καθημερινῶς	[604, 1308, 765, 1318]
photo-caption: Ο άσημος του «μπαλλέτου» Σαδλερ Ουέλς τού βρετανικού διδάσκεται σύντομον ο Νίνετ έσται εις την Αθήνα.	[222, 1072, 399, 1103]
curiosity-heading: ΕΙΣ ΤΗΝ ΘΕΡΜΗΝ	[945, 488, 1021, 499]
dance-drama-prices: Τιμαί: 17.500—15.000—5.000	[449, 1129, 542, 1138]
cw-row-num: 3	[1310, 500, 1314, 507]
star-film: ΑΞΙΟΛΑΤΡΕΥΤΕΣ ΓΥΝΑΙΚΕΣ	[951, 1110, 1099, 1154]
globe-icon	[945, 62, 982, 99]
pseudonyms-body: Ο συνάδελφος της Ιστιλίου στο ¨γάλλο, το μπάτσο του έχαρι γονί του χαλασμένου θα στρώσει στο σύννο των ψευδωνύμων, αξίζει να συμπαιγνιάσουμε. Θα μπορεί να προσθέσουμε — Κύρ, Κύρ... — Αγρί σου ματαγείρων. — Κύρ Κύρ Κύρ...	[86, 730, 214, 822]
crossword-cell	[1355, 593, 1371, 609]
etam-slogan: της στά εἴδη της ΕΤΑΜ	[1211, 1368, 1390, 1389]
mourning-text: Τον πολυαγαπημένον μας ΙΩΑΝΝΗΝ Ε. ΣΥΡΙΟΠΟΥΛΟΝ διανύοντος του Κρατικού έτους απεβίωσεν.	[1115, 972, 1297, 1003]
crossword-cell	[1339, 482, 1355, 498]
eleft-heading: ΔΙΑΛΟΓΟΣ	[1183, 129, 1229, 139]
dance-drama-date: 17 ΑΠΡΙΛΙΟΥ 6 μ.μ.	[459, 1062, 532, 1073]
crossword-cell	[1371, 529, 1387, 545]
society-heading: ΚΟΣΜΙΚΟΤΗΤΕΣ	[407, 86, 584, 108]
press-quote: ΑΞΙΟΛΑΤΡΕΥΤΕΣ ΓΥΝΑΙΚΕΣ	[952, 1337, 1098, 1351]
thanks-text: Πάντας τους λαβόντας μέρος εις το πένθος μας ευχαριστούμε θερμώς. ΜΑΡΙΑΣ Δ. ΓΑΒΡΙΗΛ Η οικογένεια	[1115, 1020, 1297, 1052]
crossword-cell	[1387, 593, 1402, 609]
ballet-school-text: Μεταφέρεται το ετήσιον πρόγραμμα είς το θέατρον Ρεξ τήν Κυριακήν.	[222, 1518, 399, 1539]
tourists-badge: ΜΑΤΑΙΟΙ ΤΟΥΡΙΣΤΕΣ	[790, 1406, 877, 1448]
serial-author: ΤΟΥ ΣΟΜΕΡΣΕΤ ΜΩΜ	[947, 1640, 1054, 1650]
serial-text: Ηταν τότε μέσα στον κόσμο της μουσικής και του θεάτρου, και γύρω τους ακουγόταν ο θόρυβος της πόλης. Κανείς δεν ήξερε ότι ο άνθρωπος που είχε έρθει από μακριά κρατούσε ένα μυστικό...	[947, 1788, 1109, 1830]
theater-listing: ΑΡΓΥΡΟΠΟΥΛΟΥ (Θεάτρα Ν. Στυφτ.): «Ο τονίστος του Πικάπου». ΒΑΣΙΛΙΚΟΝ: Η Μπαλέτα. ΔΙΑΝΑ: Κράτα Λάλη. ΡΕΞ: Πανόραμα Σταρ. ΚΟΤΟΠΟΥΛΗ: Το σώσμα. ΑΛΚΑΖΑΡ: Φάρσα. ΚΑΠΙΤΟΛ: Καρναβάλι.	[222, 248, 399, 300]
periodicals-text: Η «Ελληνική Εταιρεία Λόγου καί Τέχνης» διοργανώνει αύριον τήν εσπέραν είς τήν αίθουσαν τού Παρνασσού διάλεξιν. Εισοδος ελευθέρα. Τα φαρμακεία τής περιοχής διανυκτερεύουν κατά σειράν.	[86, 2101, 214, 2182]
eleft-text: Αρά, κατά τον κ. Μαρκεζίνην, υπεύθυνος για τα ταξιδία ο κ. Βενιζέλος ή ο Παπάγος να είναι. — Ο ανώτερος όμως! Οπως θα διευκρινισθεί, η αυτή τότε μας θα ανατρέξουν είς το Παλάτι.	[1115, 281, 1297, 322]
crossword-cell	[1434, 593, 1450, 609]
crossword-cell	[1450, 577, 1466, 593]
crossword-cell	[1355, 466, 1371, 482]
eleftherostomies	[1115, 60, 1487, 389]
press-name: ΑΚΡΟΠΟΛΙΣ	[952, 1324, 1098, 1337]
radio-owners-heading: ΟΙ ΕΧΟΝΤΕΣ ΡΑΔΙΟΦΩΝΑ	[434, 1149, 557, 1160]
gamos-text: Μήκος κύματος 251 μ. 8.00 Ελληνική μουσική. 12.30 Ρεπορτάζ. 18.00 Σοπράνα. 19.30 Δημοτικά τραγούδια. 22.00 Θεατρικό.	[407, 945, 584, 976]
society-text: Ο Πρέσβυς τού Βελγίου καί η κ. Βασιλειάδου καί το Διοικητικόν Συμβούλιον του Εθνικού Κέντρου παρέθεσαν εσπερίδα εις το Μέγαρον...	[407, 235, 584, 266]
parnassos-heading: Ο ΧΟΡΟΣ ΤΟΥ «ΠΑΡΝΑΣΣΟΥ»	[86, 1232, 157, 1253]
eleft-text: Ο συντηρητικός φιλόσοφος πρέπει ν' αναλογισθή τη χαμένη διάσταση του λόγου. Έτσι στα εκλογικά ο Ελευθερότυπος.	[1115, 341, 1297, 372]
weddings-heading: ΓΑΜΟΙ	[1115, 725, 1145, 736]
crossword-column	[1306, 438, 1487, 1018]
funerals-text: Τον λατρευτόν μας σύζυγον, πατέρα, αδελφόν, θείον ΓΡΗΓΟΡΙΟΝ Β. ΚΟΝΤΟΝ κηδεύομεν σήμερον 3 μ.μ. εκ του Α΄ Νεκροταφείου.	[1115, 855, 1297, 885]
van-gogh-subhead: Ὁ ἑορτασμὸς εἰς Ὁλλανδίαν	[679, 108, 851, 124]
crossword-cell	[1450, 498, 1466, 513]
serial-text: Ολα ευτυχισμένοι μέσα σ' εκείνον το σπιτάκι με τους κήπους. Σαν ονειρευτήν του απέραντου οράματος ήταν τους φορούσαν μακριά... Ο Σέβυ είναι Σουηδός, είπε.	[770, 1967, 939, 2008]
bea-desc: ἀεριωθουμένων	[808, 1195, 888, 1209]
grand-national-text: Αύριον θα επαναληφθή η παράστασις είς το θέατρον τής οδού Σταδίου.	[222, 1414, 399, 1435]
intro-text: ΑΡΓΥΡΟΠΟΥΛΟΥ (Θεάτρα Ν. Στυφτ.): «Ο τονίστος του Πικάπου». ΒΑΣΙΛΙΚΟΝ: Η Μπαλέτα. ΔΙΑΝΑ: Κράτα Λάλη. ΡΕΞ: Πανόραμα Σταρ. ΚΟΤΟΠΟΥΛΗ: Το σώσμα. ΑΛΚΑΖΑΡ: Φάρσα. ΚΑΠΙΤΟΛ: Καρναβάλι.	[222, 86, 399, 137]
van-gogh-text: Ο Βίνσεντ Βαν Γκογκ γεννήθηκε στις 30 Μαρτίου 1853, στο Ζούντερτ, ένα μικρό χωριό της Βραβάντης. Ηταν γιός ενός πάστορα. Στη ζωή του δοκίμασε πολλά επαγγέλματα, πριν φτάσει στη ζωγραφική, που τη θεώρησε σαν ένα ιερό λειτούργημα...	[770, 517, 937, 581]
cw-row-num: 9	[1310, 595, 1314, 602]
crossword-cell	[1371, 545, 1387, 561]
fashion-show-text: Η «Ελληνική Εταιρεία Λόγου καί Τέχνης» διοργανώνει αύριον τήν εσπέραν είς τήν αίθουσαν τού Παρνασσού διάλεξιν. Εισοδος ελευθέρα. Τα φαρμακεία τής περιοχής διανυκτερεύουν κατά σειράν.	[86, 2380, 214, 2460]
column-rule	[403, 56, 404, 2171]
paper-name: ΕΛΕΥΘΕΡΙΑ	[263, 60, 382, 80]
crossword-cell	[1434, 466, 1450, 482]
bea-date: ἀπὸ 18ην	[824, 1102, 872, 1115]
van-gogh-text: Οσο θα υπάρχουν ζωντανοί, ο κόσμος θα ζή ζωντανό και ο Βαν Γκογκ. Καθώς τώρα πλησιάζουμε τα εκατό χρόνια από τη γέννησή του, το ζωγραφικό του έργο μοιάζει πιο νέο από ποτέ. Στην Ολλανδία όλες οι πόλεις ετοιμάζονται για τον εορτασμό...	[770, 452, 937, 514]
curiosity-text: Η εφημερίς «Ντέιλυ Εξπρές» γράφει ότι ένας πιανίστας έδωσε ρεσιτάλ εκατόν τριών ωρών εις το Λονδίνον. Οι γιατροί συμβουλεύουν ανάπαυσιν... Ο Ρούτερ μεταδίδει ότι είς Σίδνεϋ ένας ηλικιωμένος κάτοικος...	[945, 431, 1107, 483]
bea-info: Πληροφορίαι καὶ εἰσιτήρια εἰς ὅλα τὰ Ταξειδιωτικὰ Γραφεῖα ἢ Ταξειδῖον καὶ εἰς τὰ γραφεῖα τῆς BEA Λεωφ. Ἀμαλίας 8 Τηλέφ. 30.926-20.491	[604, 1411, 781, 1439]
curiosity-heading: ΔΙΕΥΚΡΙΝΙΣΗ	[945, 347, 1002, 357]
pseudonyms-body: Ο συνάδελφος της Ιστιλίου στο ¨γάλλο, το μπάτσο του έχαρι γονί του χαλασμένου θα στρώσει στο σύννο των ψευδωνύμων, αξίζει να συμπαιγνιάσουμε. Θα μπορεί να προσθέσουμε — Κύρ, Κύρ... — Αγρί σου ματαγείρων. — Κύρ Κύρ Κύρ...	[86, 442, 214, 533]
born-yesterday-text: Σήμερον Τρίτην είς το θέατρον «Ορφεύς» ο σπουδαίος ηθοποιός έκαμε τήν πρεμιέρα τής κωμωδίας «Γεννημένη Χθές» καί πάντων αξιόπιστον δεύτερον μέρος.	[222, 1355, 399, 1396]
mourning-heading: ΠΕΝΘΗ	[1188, 925, 1224, 937]
serial-text: Κάτσαμε τον Εσύν ού φίλους στο φρούριο. Ο Φέιν Μετόλ είπε ότι θα έρθει αύριο. — Ωραία, είπε ο Σέβυ. Και τι γίνεται με εκείνο; — Οτι πείτε εσείς. Θα ήταν όμως καλό να το σκεφτούμε πριν φύγουμε...	[1305, 1697, 1487, 1739]
liturgy-text: Η «Ελληνική Εταιρεία Λόγου καί Τέχνης» διοργανώνει αύριον τήν εσπέραν είς τήν αίθουσαν τού Παρνασσού διάλεξιν. Εισοδος ελευθέρα. Τα φαρμακεία τής περιοχής διανυκτερεύουν κατά σειράν.	[86, 1355, 214, 1435]
curiosity-heading: Η ΑΓΓΛΙΚΗ ΒΟΥΛΉ	[945, 559, 1026, 569]
crossword-cell	[1387, 513, 1402, 529]
van-gogh-text: Οσο θα υπάρχουν ζωντανοί, ο κόσμος θα ζή ζωντανό και ο Βαν Γκογκ. Καθώς τώρα πλησιάζουμε τα εκατό χρόνια από τη γέννησή του, το ζωγραφικό του έργο μοιάζει πιο νέο από ποτέ. Στην Ολλανδία όλες οι πόλεις ετοιμάζονται για τον εορτασμό...	[770, 638, 937, 701]
lectures-text: Η «Ελληνική Εταιρεία Λόγου καί Τέχνης» διοργανώνει αύριον τήν εσπέραν είς τήν αίθουσαν τού Παρνασσού διάλεξιν. Εισοδος ελευθέρα. Τα φαρμακεία τής περιοχής διανυκτερεύουν κατά σειράν.	[86, 1048, 214, 1129]
logistiki-text: Τη 16ην Απριλίου θα αρχίσουν μαθήματα λογιστικής εις την Σχολήν ΕΜΠΟΡΙΚΗΣ ΠΑΙΔΕΙΑΣ. Εγγραφαί καθ' εκάστην 6-8 μ.μ. Οδός Ακαδημίας 38.	[1306, 819, 1487, 850]
bea-date: Ἀπριλίου	[826, 1118, 870, 1132]
crossword-cell	[1450, 529, 1466, 545]
serial-text: Ολα ευτυχισμένοι μέσα σ' εκείνον το σπιτάκι με τους κήπους. Σαν ονειρευτήν του απέραντου οράματος ήταν τους φορούσαν μακριά... Ο Σέβυ είναι Σουηδός, είπε.	[770, 1878, 939, 1920]
elections-heading: ΑΡΧΑΙΡΕΣΙΑΙ	[86, 1989, 147, 2000]
funerals-text: Τον λατρευτόν μας σύζυγον, πατέρα, αδελφόν, θείον ΓΡΗΓΟΡΙΟΝ Β. ΚΟΝΤΟΝ κηδεύομεν σήμερον 3 μ.μ. εκ του Α΄ Νεκροταφείου.	[1115, 888, 1297, 920]
bea-title: Δρομολόγια	[734, 1068, 864, 1086]
news-curiosities-title: Νέα καὶ περίεργα	[980, 59, 1062, 105]
bank-notice-text: ἐκφράζουν διὰ λογαριασμὸν τῆς ΤΡΑΠΕΖΗΣ ΤΗΣ ΕΛΛΑΔΟΣ συναλλάγματα διὰ τὰς ἐπισήμους τιμάς	[636, 1530, 895, 1549]
press-quote: ΑΞΙΟΛΑΤΡΕΥΤΕΣ ΓΥΝΑΙΚΕΣ	[952, 1398, 1098, 1412]
crossword-cell	[1418, 593, 1434, 609]
cinema-listing: ΣΙΝΕΑΚ: Γεροπόλη. ΑΤΤΙΚΟΝ: Ο Κουράκος τής Οπερας. ΑΠΟΛΛΩΝ: Μεγάλη Σοπράνο. ΑΣΤΥ: Ανθρωπος χωρίς όνομα. ΡΕΞ: Το μυστικόν τής Νύχτας.	[222, 585, 399, 617]
crossword-cell	[1387, 529, 1402, 545]
sun-info: Ανατ. ηλίου 5.51 Δύσις 6.58. Σελήνη 1 ημέρα	[460, 62, 577, 79]
crossword-cell	[1355, 498, 1371, 513]
bea-details	[764, 1100, 932, 1228]
serial-text: Ολα ευτυχισμένοι μέσα σ' εκείνον το σπιτάκι με τους κήπους. Σαν ονειρευτήν του απέραντου οράματος ήταν τους φορούσαν μακριά... Ο Σέβυ είναι Σουηδός, είπε.	[1115, 1677, 1297, 1707]
pharmacies-text: Η «Ελληνική Εταιρεία Λόγου καί Τέχνης» διοργανώνει αύριον τήν εσπέραν είς τήν αίθουσαν τού Παρνασσού διάλεξιν. Εισοδος ελευθέρα. Τα φαρμακεία τής περιοχής διανυκτερεύουν κατά σειράν.	[86, 1465, 214, 1545]
cw-col-num: 5	[1390, 457, 1395, 464]
star-footer: Η μεγαλύτερη ἐπιτυχία τῆς «ΣΤΑΡ» προβάλλεται στήν πρεμιέρα	[952, 1433, 1098, 1482]
born-yesterday-heading: «ΓΕΝΝΗΜΕΝΗ ΧΘΕΣ»	[259, 1253, 362, 1265]
cw-row-num: 4	[1310, 515, 1314, 523]
pharmacies-text: Η «Ελληνική Εταιρεία Λόγου καί Τέχνης» διοργανώνει αύριον τήν εσπέραν είς τήν αίθουσαν τού Παρνασσού διάλεξιν. Εισοδος ελευθέρα. Τα φαρμακεία τής περιοχής διανυκτερεύουν κατά σειράν.	[86, 1718, 214, 1799]
cw-row-num: 1	[1310, 468, 1314, 475]
weddings-text: Ο κ. Κώστας Εύστ. Καλλέργης και η δίς Κατίνα Σπυροπούλου ετέλεσαν τους γάμους των είς τον Αγιον Διονύσιον. Νουνός παρέστη ο κ. Ν. Παπαδόπουλος.	[1115, 771, 1297, 802]
press-quote: ΑΞΙΟΛΑΤΡΕΥΤΕΣ ΓΥΝΑΙΚΕΣ	[952, 1276, 1098, 1290]
crossword-cell	[1339, 561, 1355, 577]
society-text: Ο Πρέσβυς τού Βελγίου καί η κ. Βασιλειάδου καί το Διοικητικόν Συμβούλιον του Εθνικού Κέντρου παρέθεσαν εσπερίδα εις το Μέγαρον...	[407, 472, 584, 502]
eleftherostomies-date: ΤΗΣ ΤΡΙΤΗΣ 14 ΑΠΡΙΛΙΟΥ 1953	[1115, 104, 1487, 117]
